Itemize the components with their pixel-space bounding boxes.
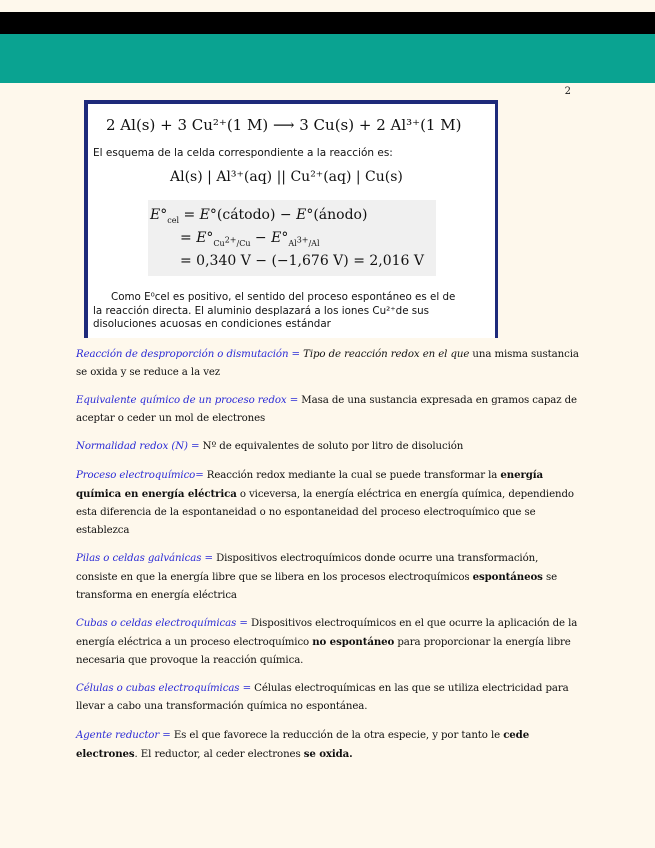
header-teal-bar: [0, 34, 655, 97]
figure-note: Como E⁰cel es positivo, el sentido del proceso espontáneo es el de la reacción directa. El aluminio desplazará a los iones Cu²⁺de sus disoluciones acuosas en condiciones estándar: [93, 291, 456, 330]
electrochemistry-figure: [84, 100, 498, 338]
formula-line-2: = $E^\circ_{Cu^{2+}/Cu} - E^\circ_{Al^{3+}/Al}$: [180, 230, 320, 248]
top-black-bar: [0, 12, 655, 34]
figure-caption: El esquema de la celda correspondiente a la reacción es:: [93, 147, 393, 159]
cell-notation: Al(s) | Al³⁺(aq) || Cu²⁺(aq) | Cu(s): [170, 169, 403, 185]
page-number: 2: [564, 86, 571, 97]
formula-line-3: = 0,340 V − (−1,676 V) = 2,016 V: [180, 253, 425, 269]
definition-item: Agente reductor = Es el que favorece la reducción de la otra especie, y por tanto le cede electrones. El reductor, al ceder electrones se oxida.: [76, 729, 530, 760]
formula-line-1: $E^\circ_{cel}$ = E°(cátodo) − E°(ánodo): [150, 207, 368, 225]
definition-item: Pilas o celdas galvánicas = Dispositivos electroquímicos donde ocurre una transformación, consiste en que la energía libre que se libera en los procesos electroquímicos espontáneos se transforma en energía eléctrica: [76, 553, 558, 601]
reaction-equation: 2 Al(s) + 3 Cu²⁺(1 M) ⟶ 3 Cu(s) + 2 Al³⁺(1 M): [106, 116, 462, 134]
definition-item: Cubas o celdas electroquímicas = Dispositivos electroquímicos en el que ocurre la aplicación de la energía eléctrica a un proceso electroquímico no espontáneo para proporcionar la energía libre necesaria que provoque la reacción química.: [76, 618, 578, 666]
definition-item: Células o cubas electroquímicas = Células electroquímicas en las que se utiliza electricidad para llevar a cabo una transformación química no espontánea.: [76, 683, 569, 712]
definition-item: Proceso electroquímico= Reacción redox mediante la cual se puede transformar la energía química en energía eléctrica o viceversa, la energía eléctrica en energía química, dependiendo esta diferencia de la espontaneidad o no espontaneidad del proceso electroquímico que se establezca: [76, 469, 574, 536]
definitions-list: [76, 346, 581, 774]
definition-item: Reacción de desproporción o dismutación = Tipo de reacción redox en el que una misma sustancia se oxida y se reduce a la vez: [76, 349, 579, 378]
definition-item: Equivalente químico de un proceso redox = Masa de una sustancia expresada en gramos capaz de aceptar o ceder un mol de electrones: [76, 395, 577, 424]
definition-item: Normalidad redox (N) = Nº de equivalentes de soluto por litro de disolución: [76, 441, 464, 452]
